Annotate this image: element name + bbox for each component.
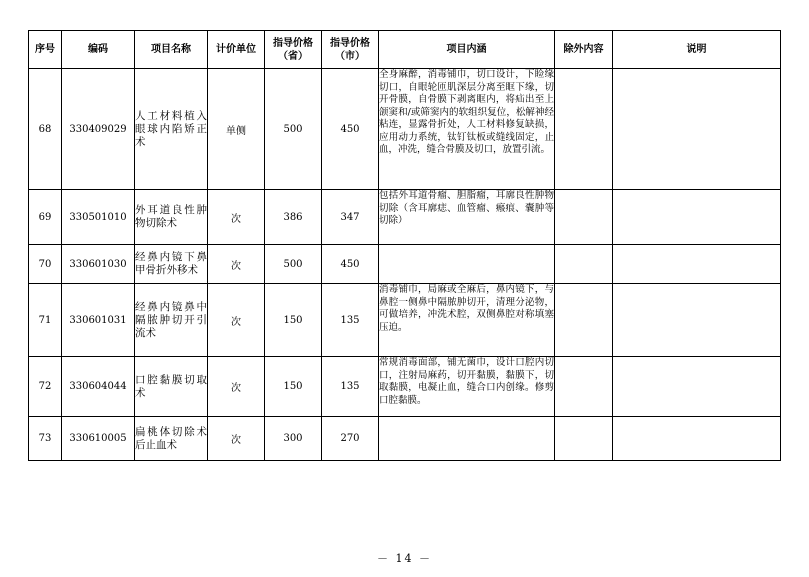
- row-price-city: 347: [322, 190, 379, 245]
- row-notes: [613, 357, 781, 417]
- row-price-province: 300: [265, 417, 322, 461]
- row-code: 330601030: [62, 245, 135, 284]
- row-content: 全身麻醉，消毒铺巾，切口设计，下睑缘切口，自眼轮匝肌深层分离至眶下缘，切开骨膜，自骨膜下剥离眶内，将疝出至上颌窦和/或筛窦内的软组织复位，松解神经粘连，显露骨折处，人工材料修复缺损，应用动力系统，钛钉钛板或缝线固定，止血，冲洗，缝合骨膜及切口，放置引流。: [379, 69, 555, 190]
- header-seq: 序号: [29, 31, 62, 69]
- row-exclusions: [555, 284, 613, 357]
- row-seq: 73: [29, 417, 62, 461]
- row-code: 330610005: [62, 417, 135, 461]
- row-price-city: 270: [322, 417, 379, 461]
- row-exclusions: [555, 245, 613, 284]
- header-price-province: 指导价格 （省）: [265, 31, 322, 69]
- row-code: 330501010: [62, 190, 135, 245]
- row-content: 消毒铺巾，局麻或全麻后，鼻内镜下，与鼻腔一侧鼻中隔脓肿切开，清理分泌物，可做培养，冲洗术腔，双侧鼻腔对称填塞压迫。: [379, 284, 555, 357]
- header-code: 编码: [62, 31, 135, 69]
- row-exclusions: [555, 190, 613, 245]
- row-price-province: 150: [265, 357, 322, 417]
- row-price-province: 500: [265, 69, 322, 190]
- row-name: 口腔黏膜切取术: [135, 357, 208, 417]
- page-number: － 14 －: [377, 552, 432, 565]
- header-price-city: 指导价格 （市）: [322, 31, 379, 69]
- row-name: 经鼻内镜鼻中隔脓肿切开引流术: [135, 284, 208, 357]
- row-price-city: 450: [322, 245, 379, 284]
- table-row: [29, 284, 781, 357]
- row-content: [379, 417, 555, 461]
- row-seq: 68: [29, 69, 62, 190]
- row-unit: 次: [208, 284, 265, 357]
- row-notes: [613, 245, 781, 284]
- row-price-province: 500: [265, 245, 322, 284]
- row-notes: [613, 69, 781, 190]
- header-name: 项目名称: [135, 31, 208, 69]
- row-notes: [613, 284, 781, 357]
- row-notes: [613, 417, 781, 461]
- row-unit: 单侧: [208, 69, 265, 190]
- table-row: [29, 245, 781, 284]
- pricing-table: [28, 30, 781, 461]
- row-price-province: 150: [265, 284, 322, 357]
- row-seq: 69: [29, 190, 62, 245]
- row-name: 扁桃体切除术后止血术: [135, 417, 208, 461]
- row-unit: 次: [208, 245, 265, 284]
- table-row: [29, 69, 781, 190]
- row-exclusions: [555, 69, 613, 190]
- table-row: [29, 417, 781, 461]
- header-notes: 说明: [613, 31, 781, 69]
- row-exclusions: [555, 417, 613, 461]
- header-row: [29, 31, 781, 69]
- row-price-city: 135: [322, 284, 379, 357]
- header-content: 项目内涵: [379, 31, 555, 69]
- row-exclusions: [555, 357, 613, 417]
- row-name: 外耳道良性肿物切除术: [135, 190, 208, 245]
- row-unit: 次: [208, 357, 265, 417]
- header-unit: 计价单位: [208, 31, 265, 69]
- row-code: 330604044: [62, 357, 135, 417]
- row-code: 330601031: [62, 284, 135, 357]
- row-price-province: 386: [265, 190, 322, 245]
- table-row: [29, 190, 781, 245]
- row-seq: 70: [29, 245, 62, 284]
- row-name: 经鼻内镜下鼻甲骨折外移术: [135, 245, 208, 284]
- row-seq: 72: [29, 357, 62, 417]
- header-exclusions: 除外内容: [555, 31, 613, 69]
- row-content: 包括外耳道骨瘤、胆脂瘤，耳廓良性肿物切除（含耳廓痣、血管瘤、瘢痕、囊肿等切除）: [379, 190, 555, 245]
- row-code: 330409029: [62, 69, 135, 190]
- row-notes: [613, 190, 781, 245]
- row-price-city: 450: [322, 69, 379, 190]
- row-name: 人工材料植入眼球内陷矫正术: [135, 69, 208, 190]
- row-price-city: 135: [322, 357, 379, 417]
- row-unit: 次: [208, 190, 265, 245]
- row-seq: 71: [29, 284, 62, 357]
- row-content: 常规消毒面部，铺无菌巾，设计口腔内切口，注射局麻药，切开黏膜，黏膜下，切取黏膜，电凝止血，缝合口内创缘。修剪口腔黏膜。: [379, 357, 555, 417]
- row-unit: 次: [208, 417, 265, 461]
- table-row: [29, 357, 781, 417]
- row-content: [379, 245, 555, 284]
